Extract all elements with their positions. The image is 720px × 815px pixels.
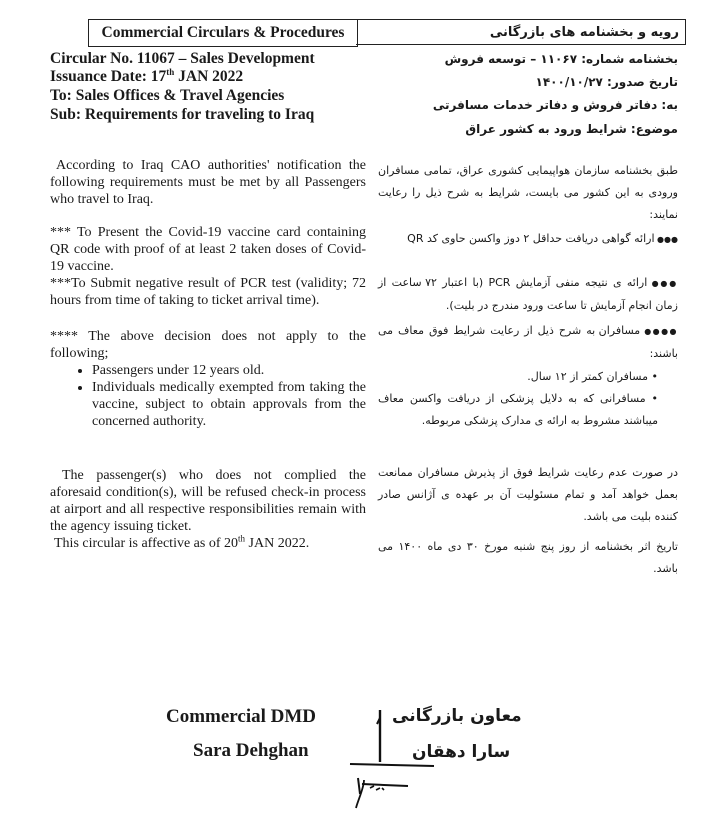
exception-block <box>50 328 366 430</box>
exception-list <box>50 362 366 430</box>
doc-category-title: Commercial Circulars & Procedures <box>88 19 358 47</box>
requirements-block <box>50 224 366 309</box>
refusal-text: The passenger(s) who does not complied the aforesaid condition(s), will be refused check-in process at airport and all respective responsibilities remain with the agency issuing ticket. <box>50 468 366 534</box>
signatory-name-fa: سارا دهقان <box>412 742 511 762</box>
list-item: • مسافرانی که به دلایل پزشکی از دریافت واکسن معاف میباشند مشروط به ارائه ی مدارک پزشکی مربوطه. <box>378 392 658 427</box>
subject: Sub: Requirements for traveling to Iraq <box>50 106 315 123</box>
refusal-paragraph <box>50 467 366 552</box>
requirement-vaccine: *** To Present the Covid-19 vaccine card containing QR code with proof of at least 2 taken doses of Covid-19 vaccine. <box>50 225 366 274</box>
list-item: • Passengers under 12 years old. <box>92 362 366 379</box>
circular-number-fa: بخشنامه شماره: ۱۱۰۶۷ – توسعه فروش <box>444 52 678 66</box>
intro-text: According to Iraq CAO authorities' notification the following requirements must be met by all Passengers who travel to Iraq. <box>50 158 366 207</box>
doc-category-title-fa: رویه و بخشنامه های بازرگانی <box>356 19 686 45</box>
requirement-vaccine-fa: ●●● ارائه گواهی دریافت حداقل ۲ دوز واکسن حاوی کد QR <box>407 232 678 245</box>
effective-date: This circular is affective as of 20th JAN 2022. <box>54 533 310 551</box>
list-item: • Individuals medically exempted from taking the vaccine, subject to obtain approvals from the concerned authority. <box>92 379 366 430</box>
recipients-fa: به: دفاتر فروش و دفاتر خدمات مسافرتی <box>432 98 678 112</box>
signatory-title: Commercial DMD <box>166 706 317 727</box>
refusal-paragraph-fa: در صورت عدم رعایت شرایط فوق از پذیرش مسافران ممانعت بعمل خواهد آمد و تمام مسئولیت آن بر عهده ی آژانس صادر کننده بلیت می باشد. <box>378 466 678 523</box>
circular-number: Circular No. 11067 – Sales Development <box>50 50 315 67</box>
signatory-title-fa: معاون بازرگانی <box>392 706 522 726</box>
intro-paragraph-fa: طبق بخشنامه سازمان هواپیمایی کشوری عراق، تمامی مسافران ورودی به این کشور می بایست، شرایط به شرح ذیل را رعایت نمایند: <box>378 164 678 221</box>
list-item: • مسافران کمتر از ۱۲ سال. <box>527 370 658 383</box>
exception-text: **** The above decision does not apply to the following; <box>50 329 366 361</box>
signatory-name: Sara Dehghan <box>193 740 309 761</box>
intro-paragraph <box>50 157 366 208</box>
issuance-date-fa: تاریخ صدور: ۱۴۰۰/۱۰/۲۷ <box>535 75 678 89</box>
effective-date-fa: تاریخ اثر بخشنامه از روز پنج شنبه مورخ ۳۰ دی ماه ۱۴۰۰ می باشد. <box>378 540 678 575</box>
subject-fa: موضوع: شرایط ورود به کشور عراق <box>465 122 678 136</box>
requirement-pcr: ***To Submit negative result of PCR test (validity; 72 hours from time of taking to ticket arrival time). <box>50 276 366 308</box>
exception-list-fa <box>378 366 678 432</box>
issuance-date: Issuance Date: 17th JAN 2022 <box>50 66 244 85</box>
exception-fa: ●●●● مسافران به شرح ذیل از رعایت شرایط فوق معاف می باشند: <box>378 324 679 360</box>
recipients: To: Sales Offices & Travel Agencies <box>50 87 285 104</box>
requirement-pcr-fa: ●●● ارائه ی نتیجه منفی آزمایش PCR (با اعتبار ۷۲ ساعت از زمان انجام آزمایش تا ساعت ورود مندرج در بلیت). <box>378 276 679 312</box>
handwritten-signature <box>330 700 450 812</box>
